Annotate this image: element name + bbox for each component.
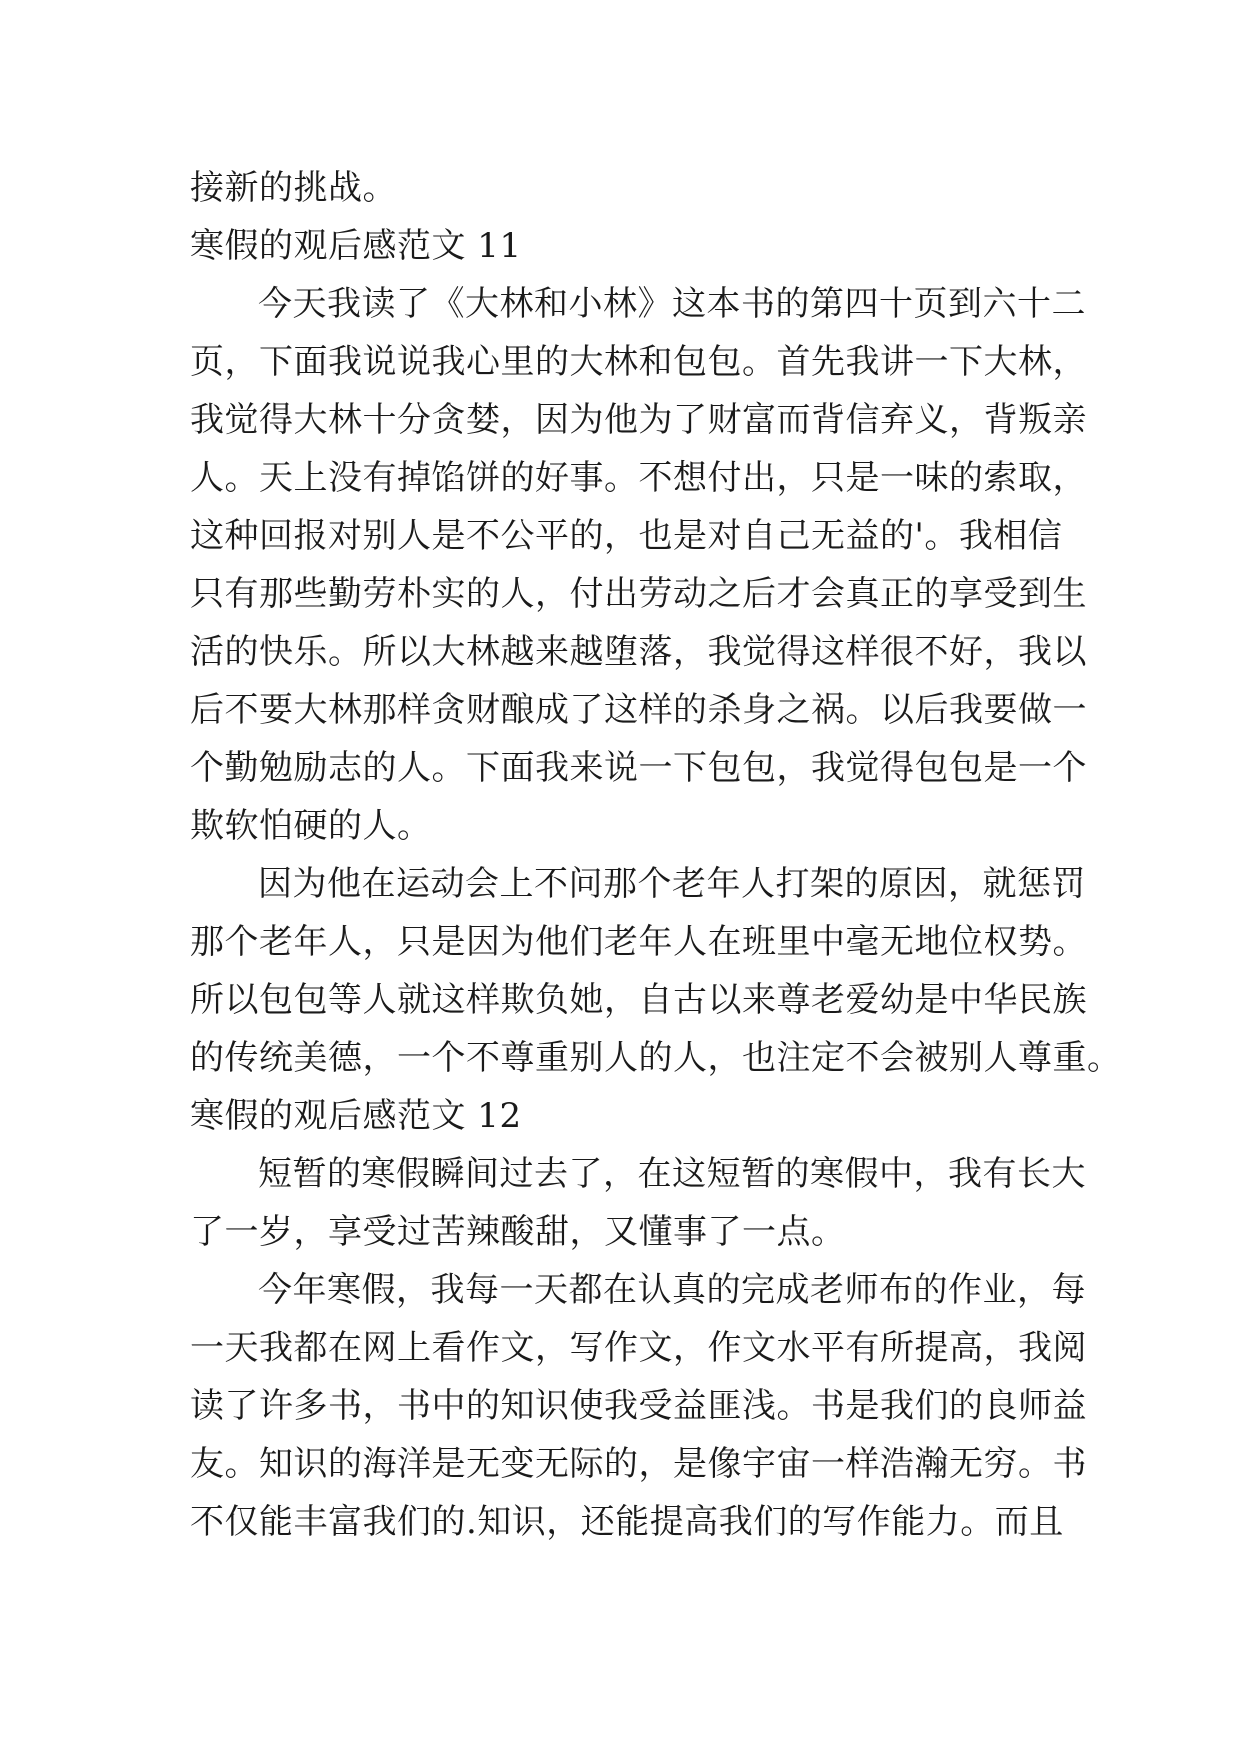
- paragraph-line: 所以包包等人就这样欺负她，自古以来尊老爱幼是中华民族: [190, 980, 1087, 1020]
- paragraph-line: 欺软怕硬的人。: [190, 806, 432, 846]
- paragraph-line: 今天我读了《大林和小林》这本书的第四十页到六十二: [258, 284, 1086, 324]
- paragraph-line: 接新的挑战。: [190, 168, 397, 208]
- paragraph-line: 友。知识的海洋是无变无际的，是像宇宙一样浩瀚无穷。书: [190, 1444, 1087, 1484]
- paragraph-line: 只有那些勤劳朴实的人，付出劳动之后才会真正的享受到生: [190, 574, 1087, 614]
- paragraph-line: 不仅能丰富我们的.知识，还能提高我们的写作能力。而且: [190, 1502, 1064, 1542]
- paragraph-line: 的传统美德，一个不尊重别人的人，也注定不会被别人尊重。: [190, 1038, 1122, 1078]
- paragraph-line: 个勤勉励志的人。下面我来说一下包包，我觉得包包是一个: [190, 748, 1087, 788]
- paragraph-line: 我觉得大林十分贪婪，因为他为了财富而背信弃义，背叛亲: [190, 400, 1087, 440]
- paragraph-line: 短暂的寒假瞬间过去了，在这短暂的寒假中，我有长大: [258, 1154, 1086, 1194]
- paragraph-line: 了一岁，享受过苦辣酸甜，又懂事了一点。: [190, 1212, 846, 1252]
- paragraph-line: 一天我都在网上看作文，写作文，作文水平有所提高，我阅: [190, 1328, 1087, 1368]
- paragraph-line: 读了许多书，书中的知识使我受益匪浅。书是我们的良师益: [190, 1386, 1087, 1426]
- paragraph-line: 人。天上没有掉馅饼的好事。不想付出，只是一味的索取，: [190, 458, 1087, 498]
- paragraph-line: 活的快乐。所以大林越来越堕落，我觉得这样很不好，我以: [190, 632, 1087, 672]
- section-heading: 寒假的观后感范文 12: [190, 1096, 522, 1136]
- paragraph-line: 那个老年人，只是因为他们老年人在班里中毫无地位权势。: [190, 922, 1087, 962]
- paragraph-line: 今年寒假，我每一天都在认真的完成老师布的作业，每: [258, 1270, 1086, 1310]
- paragraph-line: 页，下面我说说我心里的大林和包包。首先我讲一下大林，: [190, 342, 1087, 382]
- paragraph-line: 后不要大林那样贪财酿成了这样的杀身之祸。以后我要做一: [190, 690, 1087, 730]
- section-heading: 寒假的观后感范文 11: [190, 226, 522, 266]
- paragraph-line: 这种回报对别人是不公平的，也是对自己无益的'。我相信: [190, 516, 1063, 556]
- paragraph-line: 因为他在运动会上不问那个老年人打架的原因，就惩罚: [258, 864, 1086, 904]
